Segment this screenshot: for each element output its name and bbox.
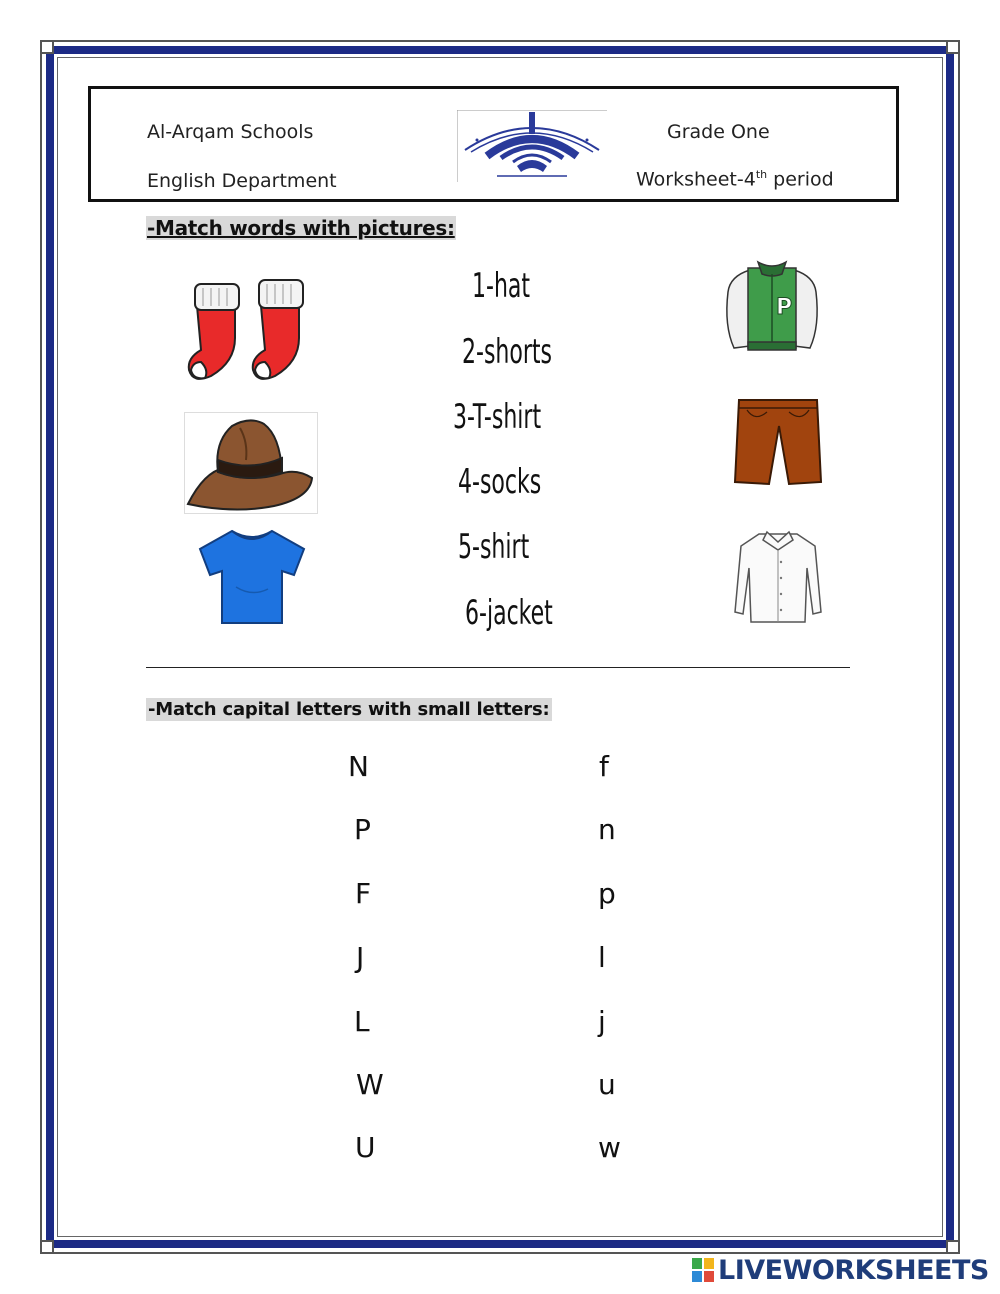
- shorts-picture[interactable]: [733, 396, 823, 488]
- section-title-letters: -Match capital letters with small letters:: [148, 699, 550, 720]
- small-letter: u: [598, 1068, 616, 1101]
- capital-letter: L: [354, 1005, 370, 1038]
- liveworksheets-wordmark: LIVEWORKSHEETS: [718, 1254, 989, 1286]
- grade-label: Grade One: [667, 121, 770, 143]
- socks-picture[interactable]: [183, 276, 313, 386]
- svg-text:P: P: [776, 295, 793, 320]
- word-item: 3-T-shirt: [453, 397, 542, 437]
- word-item: 4-socks: [458, 462, 542, 502]
- corner-ornament: [946, 1240, 960, 1254]
- corner-ornament: [946, 40, 960, 54]
- capital-letter: N: [348, 750, 369, 783]
- small-letter: j: [598, 1005, 606, 1038]
- word-item: 1-hat: [472, 266, 531, 306]
- section-divider: [146, 667, 850, 668]
- small-letter: f: [599, 750, 609, 783]
- hat-picture[interactable]: [184, 412, 318, 514]
- liveworksheets-blocks-icon: [692, 1258, 714, 1282]
- small-letter: n: [598, 813, 616, 846]
- capital-letter: P: [354, 813, 371, 846]
- word-item: 5-shirt: [458, 527, 530, 567]
- school-name: Al-Arqam Schools: [147, 121, 314, 143]
- shirt-picture[interactable]: [733, 528, 823, 626]
- section-title-words: -Match words with pictures:: [147, 216, 455, 240]
- small-letter: w: [598, 1131, 621, 1164]
- small-letter: p: [598, 877, 616, 910]
- capital-letter: F: [355, 877, 372, 910]
- department-name: English Department: [147, 170, 337, 192]
- jacket-picture[interactable]: [720, 256, 824, 356]
- capital-letter: U: [355, 1131, 376, 1164]
- liveworksheets-logo[interactable]: [692, 1254, 989, 1286]
- capital-letter: J: [356, 941, 365, 974]
- corner-ornament: [40, 40, 54, 54]
- small-letter: l: [598, 941, 606, 974]
- word-item: 6-jacket: [465, 593, 553, 633]
- corner-ornament: [40, 1240, 54, 1254]
- tshirt-picture[interactable]: [196, 527, 308, 627]
- worksheet-label: Worksheet-4th period: [636, 168, 834, 191]
- capital-letter: W: [356, 1068, 384, 1101]
- word-item: 2-shorts: [462, 332, 553, 372]
- school-logo-icon: [457, 110, 607, 182]
